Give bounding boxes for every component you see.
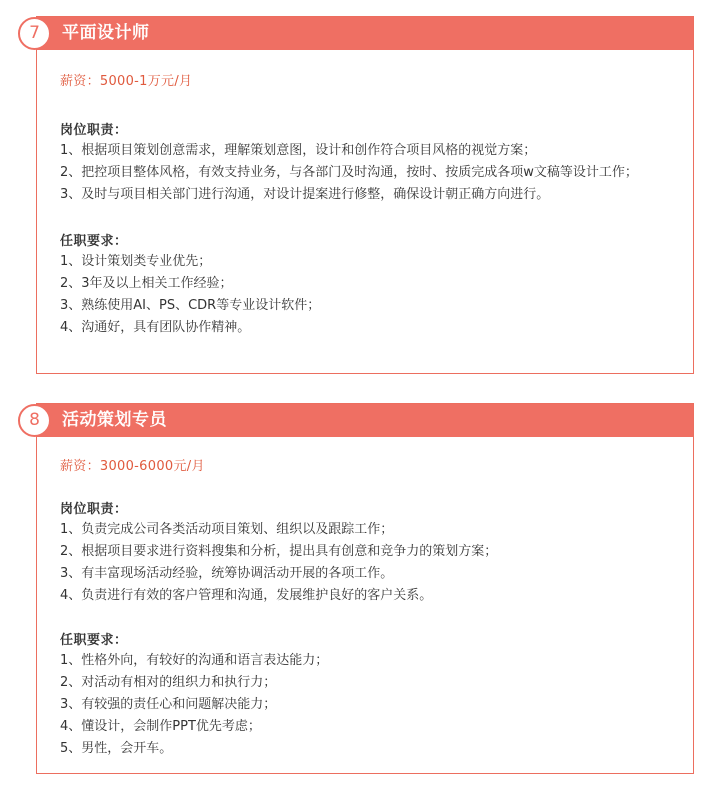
card-body	[37, 455, 693, 760]
list-item: 3、有丰富现场活动经验，统筹协调活动开展的各项工作。	[60, 566, 394, 581]
requirements-title: 任职要求：	[60, 633, 128, 648]
job-card-graphic-designer	[29, 16, 694, 374]
job-title: 活动策划专员	[62, 410, 167, 430]
salary: 薪资：3000-6000元/月	[60, 459, 205, 474]
job-title: 平面设计师	[62, 23, 150, 43]
list-item: 2、把控项目整体风格，有效支持业务，与各部门及时沟通，按时、按质完成各项w文稿等设计工作；	[60, 165, 638, 180]
list-item: 4、沟通好，具有团队协作精神。	[60, 320, 251, 335]
list-item: 1、根据项目策划创意需求，理解策划意图，设计和创作符合项目风格的视觉方案；	[60, 143, 537, 158]
duties-list	[60, 519, 693, 607]
requirements-list	[60, 650, 693, 760]
list-item: 1、负责完成公司各类活动项目策划、组织以及跟踪工作；	[60, 522, 394, 537]
list-item: 3、及时与项目相关部门进行沟通，对设计提案进行修整，确保设计朝正确方向进行。	[60, 187, 550, 202]
list-item: 1、性格外向，有较好的沟通和语言表达能力；	[60, 653, 329, 668]
list-item: 2、3年及以上相关工作经验；	[60, 276, 233, 291]
job-number-badge: 8	[18, 404, 51, 437]
job-card-event-planner	[29, 403, 694, 774]
list-item: 2、根据项目要求进行资料搜集和分析，提出具有创意和竞争力的策划方案；	[60, 544, 498, 559]
list-item: 5、男性，会开车。	[60, 741, 173, 756]
requirements-list	[60, 251, 693, 339]
salary: 薪资：5000-1万元/月	[60, 74, 193, 89]
list-item: 3、有较强的责任心和问题解决能力；	[60, 697, 277, 712]
duties-list	[60, 140, 693, 206]
card-header	[29, 17, 693, 50]
list-item: 1、设计策划类专业优先；	[60, 254, 212, 269]
list-item: 4、懂设计，会制作PPT优先考虑；	[60, 719, 261, 734]
list-item: 3、熟练使用AI、PS、CDR等专业设计软件；	[60, 298, 321, 313]
job-number-badge: 7	[18, 17, 51, 50]
requirements-title: 任职要求：	[60, 234, 128, 249]
card-header	[29, 404, 693, 437]
list-item: 2、对活动有相对的组织力和执行力；	[60, 675, 277, 690]
card-body	[37, 70, 693, 339]
duties-title: 岗位职责：	[60, 123, 128, 138]
list-item: 4、负责进行有效的客户管理和沟通，发展维护良好的客户关系。	[60, 588, 433, 603]
duties-title: 岗位职责：	[60, 502, 128, 517]
